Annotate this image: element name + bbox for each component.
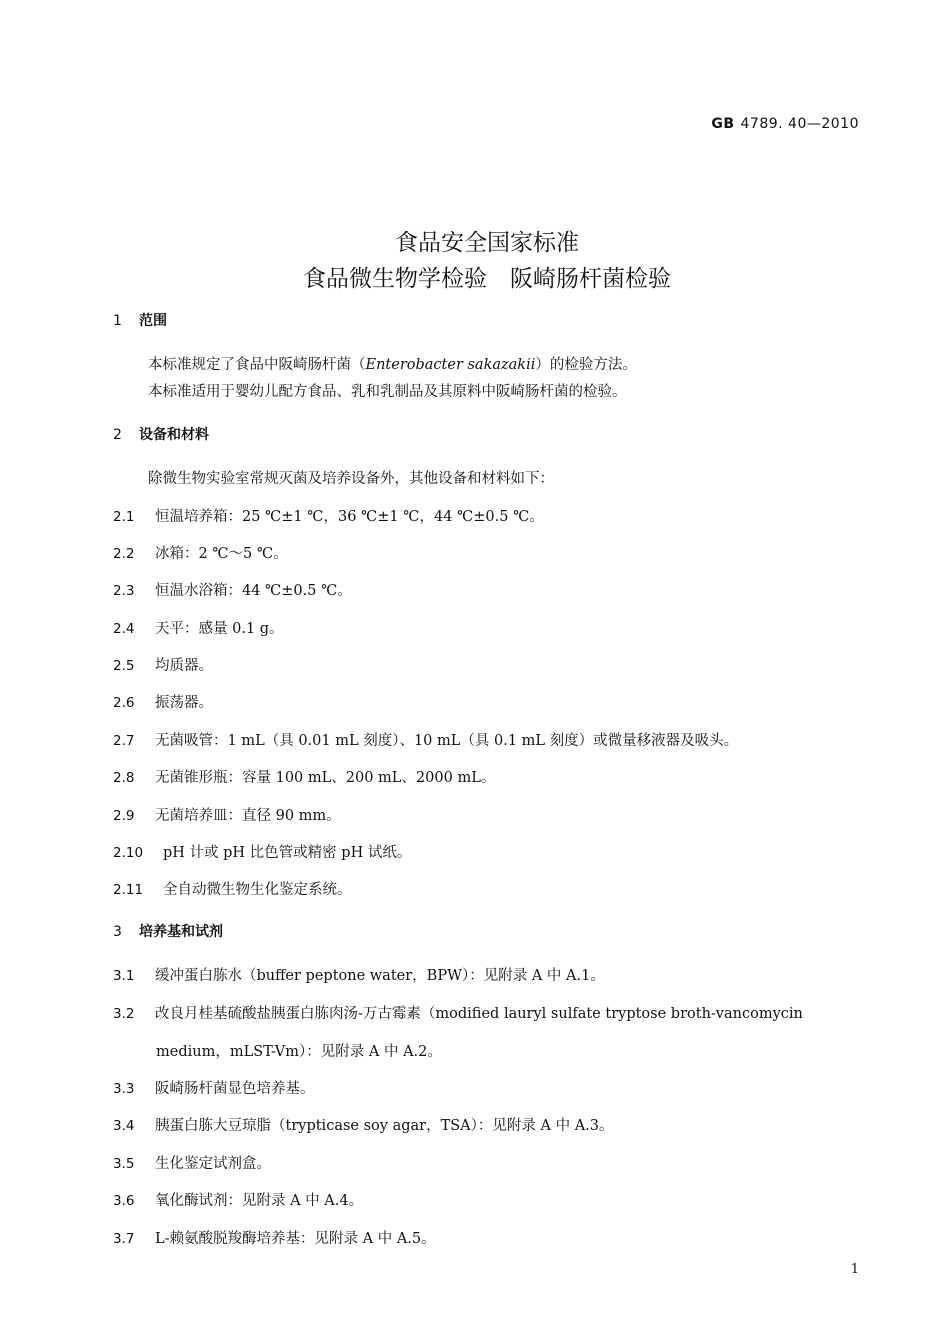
item-text: 冰箱：2 ℃～5 ℃。 [155, 546, 288, 562]
list-item [113, 691, 213, 712]
list-item [113, 654, 213, 675]
item-number: 2.7 [113, 733, 135, 749]
list-item [113, 729, 738, 750]
item-number: 3.5 [113, 1156, 135, 1172]
scope-paragraph-2: 本标准适用于婴幼儿配方食品、乳和乳制品及其原料中阪崎肠杆菌的检验。 [148, 384, 627, 400]
item-number: 2.4 [113, 621, 135, 637]
standard-code-number: 4789. 40—2010 [740, 116, 859, 132]
list-item [113, 1002, 803, 1023]
scope-text: ）的检验方法。 [535, 357, 637, 373]
document-title-line1: 食品安全国家标准 [395, 230, 579, 256]
item-text: 天平：感量 0.1 g。 [155, 621, 284, 637]
list-item [113, 964, 605, 985]
item-number: 2.8 [113, 770, 135, 786]
item-number: 2.1 [113, 509, 135, 525]
list-item [113, 1077, 315, 1098]
item-text: 改良月桂基硫酸盐胰蛋白胨肉汤-万古霉素（modified lauryl sulfate tryptose broth-vancomycin [155, 1006, 803, 1022]
section-heading-scope [113, 310, 167, 330]
item-text: 恒温培养箱：25 ℃±1 ℃，36 ℃±1 ℃，44 ℃±0.5 ℃。 [155, 509, 544, 525]
list-item [113, 804, 341, 825]
item-text: 胰蛋白胨大豆琼脂（trypticase soy agar，TSA）：见附录 A 中 A.3。 [155, 1118, 614, 1134]
list-item [113, 1227, 436, 1248]
item-number: 3.1 [113, 968, 135, 984]
item-number: 2.6 [113, 695, 135, 711]
list-item [113, 542, 288, 563]
section-number: 1 [113, 313, 122, 329]
section-title: 设备和材料 [139, 427, 209, 443]
list-item [113, 505, 544, 526]
item-text: 恒温水浴箱：44 ℃±0.5 ℃。 [155, 583, 352, 599]
item-number: 3.7 [113, 1231, 135, 1247]
standard-code-prefix: GB [711, 116, 735, 132]
list-item-continuation: medium，mLST-Vm）：见附录 A 中 A.2。 [156, 1044, 442, 1060]
item-text: 无菌锥形瓶：容量 100 mL、200 mL、2000 mL。 [155, 770, 496, 786]
item-text: 无菌吸管：1 mL（具 0.01 mL 刻度）、10 mL（具 0.1 mL 刻度）或微量移液器及吸头。 [155, 733, 739, 749]
standard-code [711, 116, 859, 132]
item-text: 阪崎肠杆菌显色培养基。 [155, 1081, 315, 1097]
list-item [113, 841, 411, 862]
list-item [113, 1189, 363, 1210]
item-number: 2.5 [113, 658, 135, 674]
item-text: 生化鉴定试剂盒。 [155, 1156, 271, 1172]
list-item [113, 766, 495, 787]
equipment-intro: 除微生物实验室常规灭菌及培养设备外，其他设备和材料如下： [148, 471, 554, 487]
item-number: 2.11 [113, 882, 144, 898]
item-number: 3.2 [113, 1006, 135, 1022]
item-text: 氧化酶试剂：见附录 A 中 A.4。 [155, 1193, 364, 1209]
item-text: 缓冲蛋白胨水（buffer peptone water，BPW）：见附录 A 中 A.1。 [155, 968, 605, 984]
list-item [113, 878, 352, 899]
scope-paragraph-1 [148, 353, 637, 374]
item-number: 2.9 [113, 808, 135, 824]
scope-text: 本标准规定了食品中阪崎肠杆菌（ [148, 357, 366, 373]
item-text: 全自动微生物生化鉴定系统。 [163, 882, 352, 898]
page-number: 1 [850, 1262, 859, 1277]
item-text: 振荡器。 [155, 695, 213, 711]
section-heading-media-reagents [113, 921, 223, 941]
section-number: 3 [113, 924, 122, 940]
item-number: 3.4 [113, 1118, 135, 1134]
item-text: L-赖氨酸脱羧酶培养基：见附录 A 中 A.5。 [155, 1231, 436, 1247]
list-item [113, 579, 352, 600]
item-number: 2.3 [113, 583, 135, 599]
section-title: 范围 [139, 313, 167, 329]
section-heading-equipment [113, 424, 209, 444]
list-item [113, 1114, 614, 1135]
list-item [113, 617, 284, 638]
list-item [113, 1152, 271, 1173]
item-text: 无菌培养皿：直径 90 mm。 [155, 808, 341, 824]
section-title: 培养基和试剂 [139, 924, 223, 940]
item-number: 2.10 [113, 845, 144, 861]
item-text: pH 计或 pH 比色管或精密 pH 试纸。 [163, 845, 412, 861]
item-text: 均质器。 [155, 658, 213, 674]
species-name: Enterobacter sakazakii [365, 357, 536, 373]
item-number: 3.3 [113, 1081, 135, 1097]
item-number: 3.6 [113, 1193, 135, 1209]
item-number: 2.2 [113, 546, 135, 562]
document-title-line2: 食品微生物学检验 阪崎肠杆菌检验 [303, 266, 671, 292]
section-number: 2 [113, 427, 122, 443]
